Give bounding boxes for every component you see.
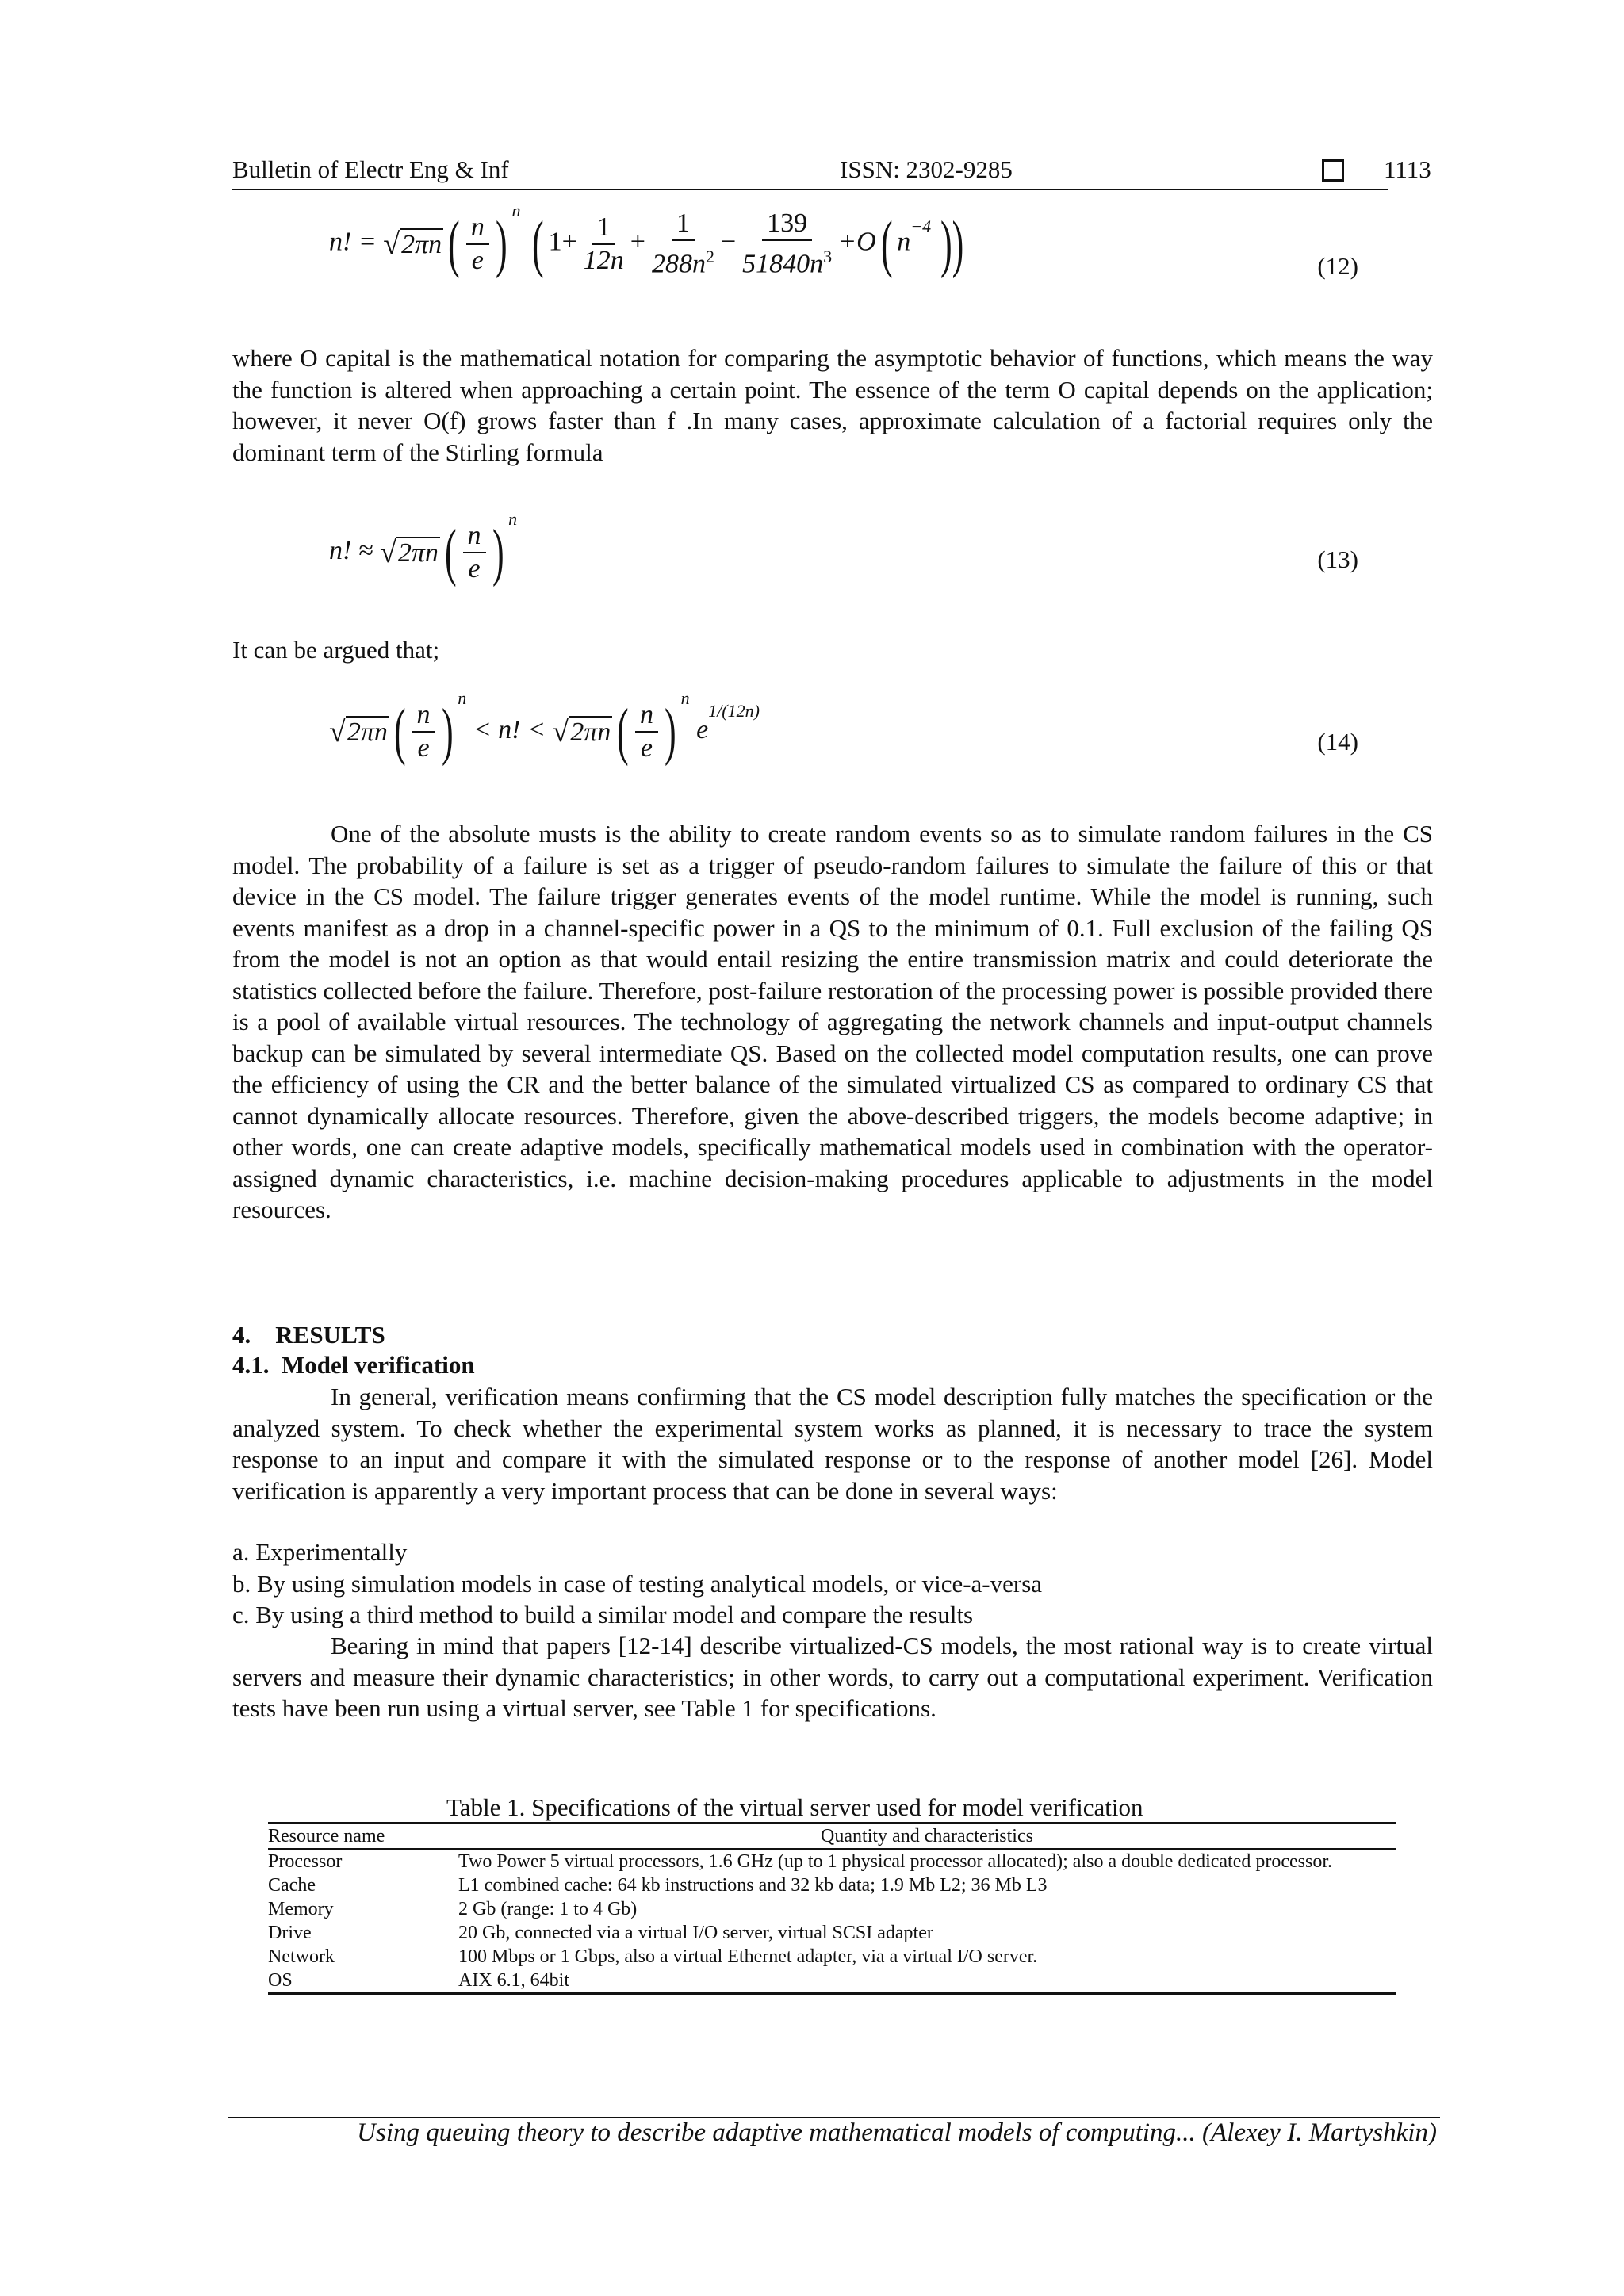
eq12-lhs: n! =	[329, 227, 384, 257]
eq12-frac3	[737, 208, 837, 280]
journal-name: Bulletin of Electr Eng & Inf	[232, 155, 509, 183]
eq12-frac1	[579, 212, 629, 277]
eq12-minus: −	[720, 227, 737, 257]
eq12-plus: +	[630, 227, 645, 257]
eq12-sqrt: √ 2πn	[383, 227, 442, 261]
eq14-base2-num: n	[635, 699, 658, 733]
table-cell-value: L1 combined cache: 64 kb instructions and 32 kb data; 1.9 Mb L2; 36 Mb L3	[458, 1875, 1048, 1896]
paragraph-5: Bearing in mind that papers [12-14] describe virtualized-CS models, the most rational way is to create virtual servers and measure their dynamic characteristics; in other words, to carry out a computational experiment. Verification tests have been run using a virtual server, see Table 1 for specifications.	[232, 1632, 1433, 1722]
eq12-o-arg: n	[897, 227, 911, 257]
eq12-f1-num: 1	[592, 212, 615, 245]
table-row	[268, 1897, 1396, 1921]
verification-list	[232, 1536, 1433, 1631]
eq12-big-o: +O	[838, 227, 876, 257]
eq14-e: e	[696, 714, 709, 744]
eq12-f2-den-exp: 2	[705, 247, 714, 266]
table-cell-name: OS	[268, 1970, 293, 1991]
subsection-heading: 4.1. Model verification	[232, 1351, 475, 1379]
table-header-row	[268, 1822, 1396, 1850]
eq12-f3-den-exp: 3	[823, 247, 833, 266]
eq12-one: 1+	[548, 227, 577, 257]
eq12-f3-num: 139	[762, 208, 812, 241]
table-cell-value: 20 Gb, connected via a virtual I/O server, virtual SCSI adapter	[458, 1923, 933, 1943]
table-caption: Table 1. Specifications of the virtual server used for model verification	[446, 1793, 1143, 1821]
eq14-exp2: n	[680, 688, 690, 709]
eq13-number: (13)	[1317, 545, 1358, 573]
paragraph-1: where O capital is the mathematical notation for comparing the asymptotic behavior of functions, which means the way the function is altered when approaching a certain point. The essence of the term O capital depends on the application; however, it never O(f) grows faster than f .In many cases, approximate calculation of a factorial requires only the dominant term of the Stirling formula	[232, 344, 1433, 466]
section-heading: 4. RESULTS	[232, 1321, 385, 1349]
eq13-base	[463, 520, 486, 585]
page-number: 1113	[1384, 155, 1431, 183]
eq13-sqrt: √ 2πn	[379, 536, 439, 569]
eq14-sqrt2-arg: 2πn	[570, 718, 611, 747]
eq14-base2-den: e	[640, 733, 653, 763]
list-item: b. By using simulation models in case of testing analytical models, or vice-a-versa	[232, 1569, 1043, 1598]
eq12-o-exp: −4	[910, 216, 932, 237]
eq14-base1	[412, 699, 435, 764]
table-cell-value: AIX 6.1, 64bit	[458, 1970, 569, 1991]
eq14-middle: < n! <	[473, 714, 546, 744]
eq14-number: (14)	[1317, 728, 1358, 756]
eq12-f2-den: 288n	[651, 249, 706, 279]
eq12-number: (12)	[1317, 252, 1358, 280]
eq13-sqrt-arg: 2πn	[397, 538, 439, 568]
eq12-sqrt-arg: 2πn	[401, 229, 442, 259]
table-cell-name: Processor	[268, 1851, 343, 1872]
list-item: a. Experimentally	[232, 1538, 408, 1566]
table-cell-name: Cache	[268, 1875, 316, 1896]
paragraph-4: In general, verification means confirming that the CS model description fully matches the specification or the analyzed system. To check whether the experimental system works as planned, it is necessary to trace the system response to an input and compare it with the simulated response or to the response of another model [26]. Model verification is apparently a very important process that can be done in several ways:	[232, 1383, 1433, 1505]
eq14-base-num: n	[412, 699, 435, 733]
eq14-base2	[635, 699, 658, 764]
table-row	[268, 1850, 1396, 1873]
table-cell-name: Drive	[268, 1923, 312, 1943]
specs-table	[268, 1822, 1396, 1995]
eq12-base	[466, 212, 489, 277]
running-footer: Using queuing theory to describe adaptive mathematical models of computing... (Alexey I. Martyshkin)	[357, 2118, 1437, 2147]
eq12-base-num: n	[466, 212, 489, 245]
equation-14: √ 2πn ( $\frac{n}{e}$ ) $^n$ < n! < √ 2πn ( $\frac{n}{e}$ ) $^n$ $e^{1/(12n)}$	[329, 688, 760, 767]
box-icon	[1322, 159, 1344, 182]
paragraph-2: It can be argued that;	[232, 636, 440, 664]
table-header-quantity: Quantity and characteristics	[821, 1826, 1033, 1846]
equation-12: n! = √ 2πn ( $\frac{n}{e}$ ) $^n$ ( 1+ $\frac{1}{12n}$ + $\frac{1}{288n^2}$ − $\frac{139}{51840n^3}$ +O( $n^{-4}$ ))	[329, 201, 964, 279]
eq13-base-den: e	[468, 554, 481, 584]
list-item: c. By using a third method to build a similar model and compare the results	[232, 1601, 974, 1628]
eq12-exp: n	[511, 201, 521, 221]
running-header	[232, 155, 1438, 192]
equation-13: n! ≈ √ 2πn ( $\frac{n}{e}$ ) $^n$	[329, 509, 518, 587]
table-header-resource: Resource name	[268, 1826, 385, 1846]
paragraph-3: One of the absolute musts is the ability to create random events so as to simulate random failures in the CS model. The probability of a failure is set as a trigger of pseudo-random failures to simulate the failure of this or that device in the CS model. The failure trigger generates events of the model runtime. While the model is running, such events manifest as a drop in a channel-specific power in a QS to the minimum of 0.1. Full exclusion of the failing QS from the model is not an option as that would entail resizing the entire transmission matrix and could deteriorate the statistics collected before the failure. Therefore, post-failure restoration of the processing power is possible provided there is a pool of available virtual resources. The technology of aggregating the network channels and input-output channels backup can be simulated by several intermediate QS. Based on the collected model computation results, one can prove the efficiency of using the CR and the better balance of the simulated virtualized CS as compared to ordinary CS that cannot dynamically allocate resources. Therefore, given the above-described triggers, the models become adaptive; in other words, one can create adaptive models, specifically mathematical models used in combination with the operator-assigned dynamic characteristics, i.e. machine decision-making procedures applicable to adjustments in the model resources.	[232, 820, 1433, 1223]
eq14-sqrt1-arg: 2πn	[347, 718, 388, 747]
table-cell-name: Network	[268, 1946, 335, 1967]
table-row	[268, 1945, 1396, 1969]
eq13-base-num: n	[463, 520, 486, 553]
eq14-sqrt2: √ 2πn	[552, 715, 611, 748]
eq14-sqrt1: √ 2πn	[329, 715, 388, 748]
issn: ISSN: 2302-9285	[840, 155, 1013, 183]
table-row	[268, 1969, 1396, 1995]
table-cell-value: 2 Gb (range: 1 to 4 Gb)	[458, 1899, 638, 1919]
table-row	[268, 1873, 1396, 1897]
eq12-f3-den: 51840n	[742, 249, 824, 279]
table-cell-value: 100 Mbps or 1 Gbps, also a virtual Ethernet adapter, via a virtual I/O server.	[458, 1946, 1038, 1967]
eq14-e-exp: 1/(12n)	[708, 701, 760, 721]
header-rule	[232, 189, 1388, 190]
eq14-exp1: n	[458, 688, 467, 709]
eq12-base-den: e	[471, 245, 484, 275]
eq14-base-den: e	[417, 733, 430, 763]
eq13-exp: n	[508, 509, 518, 530]
table-row	[268, 1921, 1396, 1945]
eq12-frac2	[647, 208, 719, 280]
table-cell-name: Memory	[268, 1899, 334, 1919]
table-cell-value: Two Power 5 virtual processors, 1.6 GHz (up to 1 physical processor allocated); also a double dedicated processor.	[458, 1851, 1333, 1872]
eq12-f2-num: 1	[672, 208, 695, 241]
eq12-f1-den: 12n	[583, 245, 624, 275]
eq13-lhs: n! ≈	[329, 535, 380, 565]
